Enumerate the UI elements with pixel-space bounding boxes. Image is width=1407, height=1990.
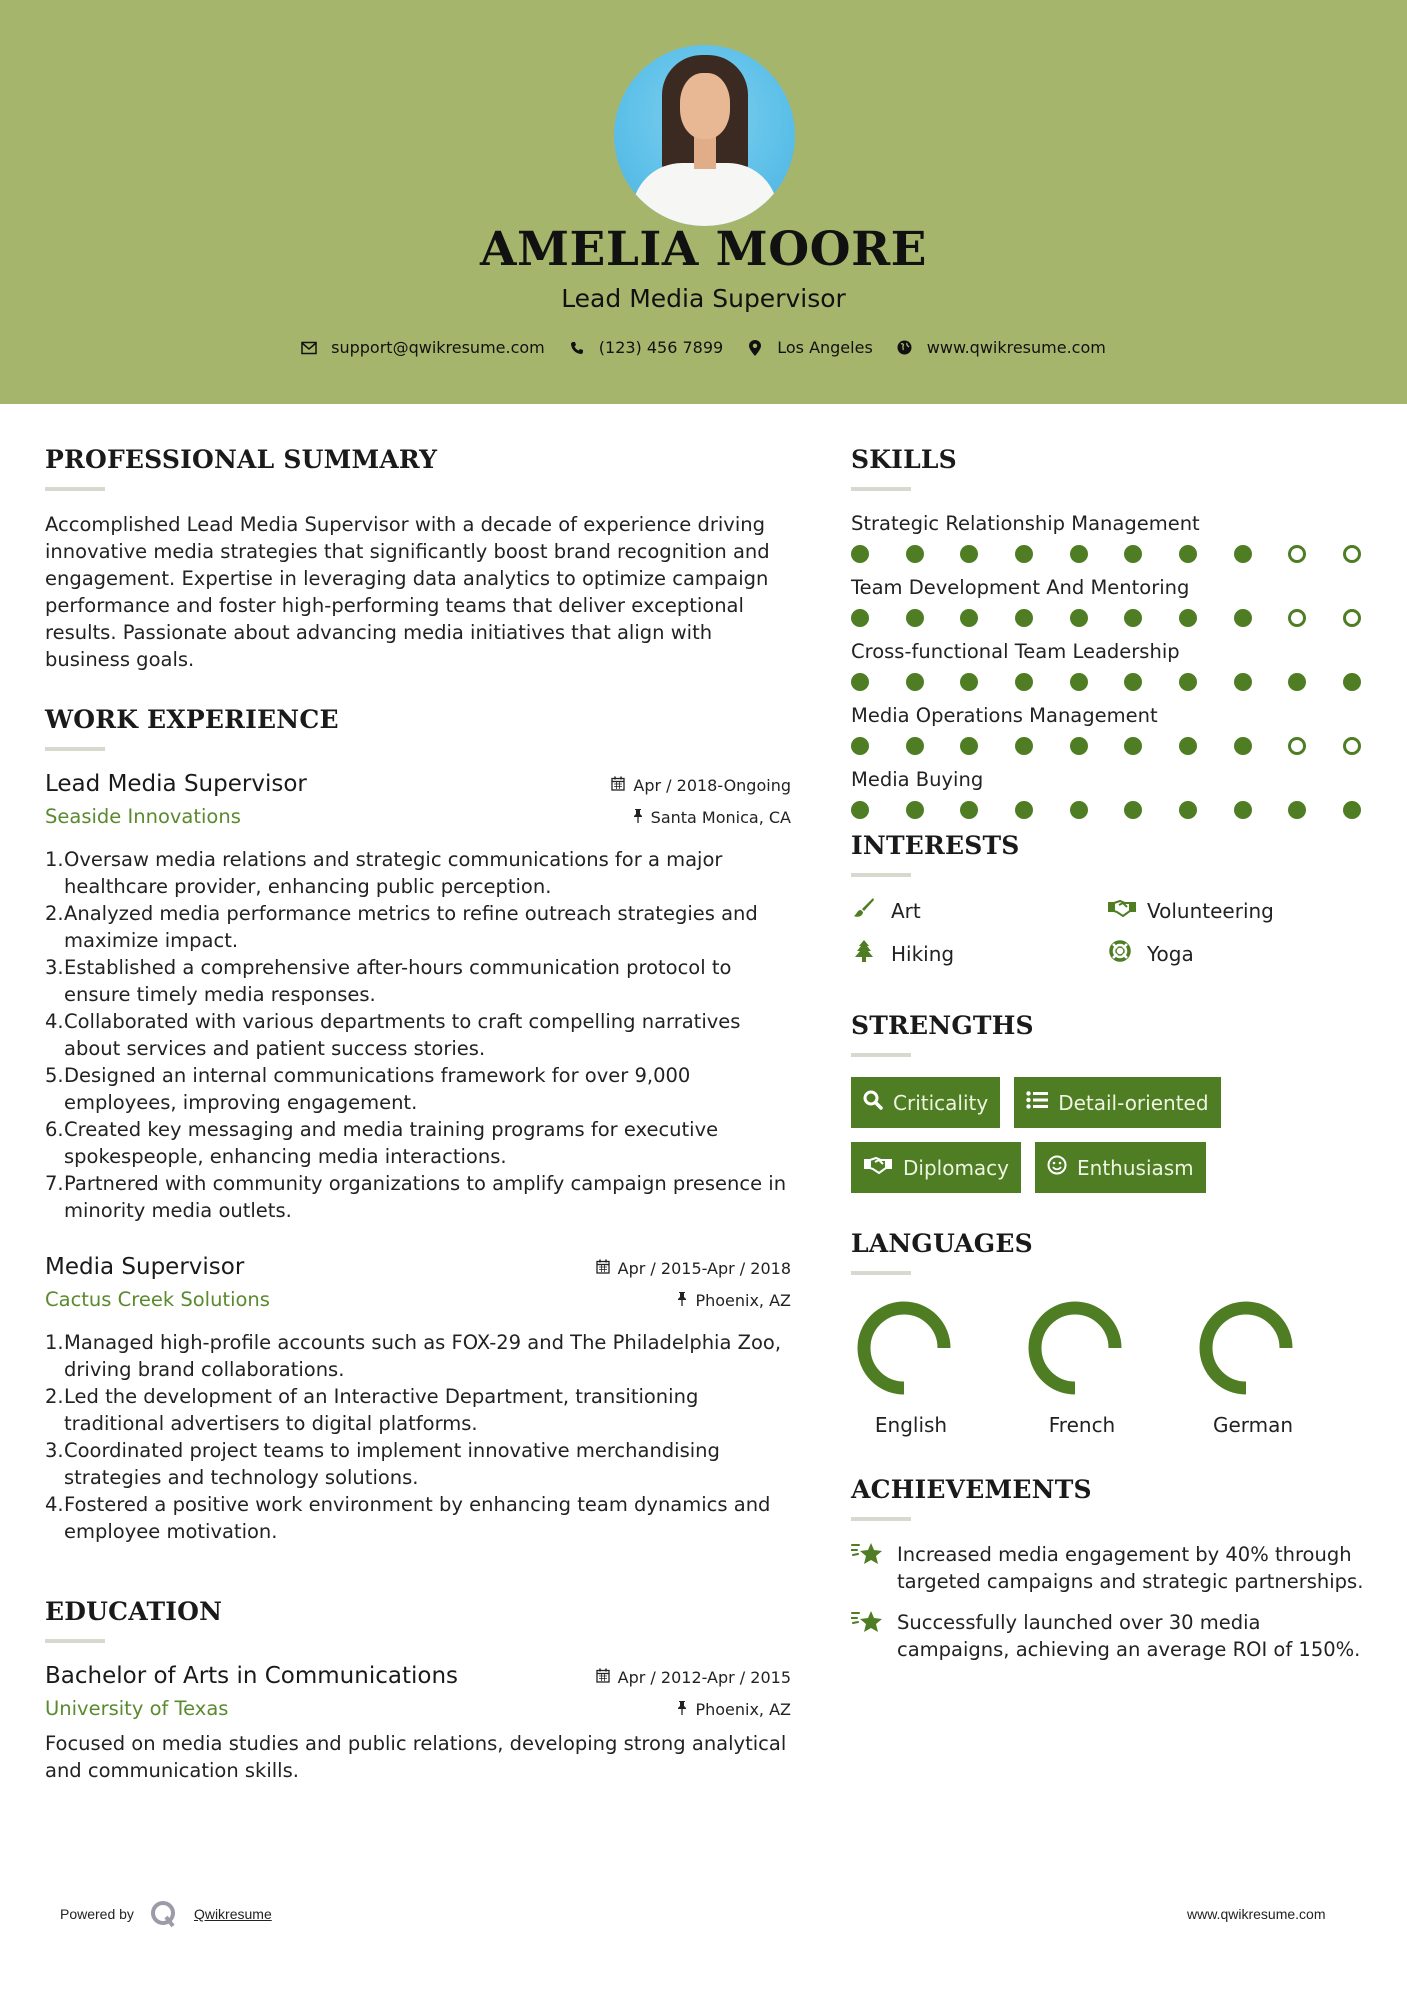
rating-dot-filled <box>1234 609 1252 627</box>
job-entry <box>45 771 791 1224</box>
rating-dot-filled <box>851 609 869 627</box>
skill-item <box>851 575 1371 627</box>
skill-name: Team Development And Mentoring <box>851 576 1190 599</box>
language-french: French <box>1022 1295 1193 1437</box>
language-progress-ring <box>1199 1295 1299 1395</box>
rating-dot-empty <box>1343 737 1361 755</box>
candidate-role: Lead Media Supervisor <box>561 284 846 313</box>
rating-dot-filled <box>960 609 978 627</box>
section-divider <box>45 1639 105 1643</box>
skill-rating <box>851 609 1361 627</box>
rating-dot-filled <box>1070 737 1088 755</box>
rating-dot-filled <box>1070 545 1088 563</box>
rating-dot-filled <box>851 801 869 819</box>
company-name: Cactus Creek Solutions <box>45 1288 270 1311</box>
achievement-item: Increased media engagement by 40% through targeted campaigns and strategic partnerships. <box>851 1541 1371 1595</box>
rating-dot-filled <box>906 545 924 563</box>
rating-dot-empty <box>1343 609 1361 627</box>
rating-dot-filled <box>1179 801 1197 819</box>
rating-dot-empty <box>1343 545 1361 563</box>
rating-dot-filled <box>1234 737 1252 755</box>
school-name: University of Texas <box>45 1697 229 1720</box>
job-date: Apr / 2015-Apr / 2018 <box>596 1259 791 1278</box>
section-title: LANGUAGES <box>851 1229 1033 1258</box>
rating-dot-filled <box>960 801 978 819</box>
handshake-icon <box>863 1155 893 1180</box>
rating-dot-filled <box>1015 737 1033 755</box>
job-location: Phoenix, AZ <box>677 1291 791 1310</box>
pushpin-icon <box>633 808 643 827</box>
professional-summary-section <box>45 445 791 673</box>
section-divider <box>851 873 911 877</box>
globe-icon <box>897 340 913 356</box>
rating-dot-filled <box>1234 673 1252 691</box>
language-english: English <box>851 1295 1022 1437</box>
rating-dot-filled <box>1343 801 1361 819</box>
section-title: PROFESSIONAL SUMMARY <box>45 445 438 474</box>
tree-icon <box>851 940 877 967</box>
bullet-item: 3. Established a comprehensive after-hours communication protocol to ensure timely media responses. <box>45 956 732 1006</box>
contact-email[interactable]: support@qwikresume.com <box>301 338 545 357</box>
section-divider <box>851 487 911 491</box>
strengths-section <box>851 1011 1371 1193</box>
job-bullets <box>45 1329 791 1545</box>
job-location: Santa Monica, CA <box>633 808 791 827</box>
right-column <box>851 445 1371 1677</box>
language-progress-ring <box>1028 1295 1128 1395</box>
resume-header <box>0 0 1407 404</box>
summary-text: Accomplished Lead Media Supervisor with a decade of experience driving innovative media strategies that significantly boost brand recognition and engagement. Expertise in leveraging data analytics to optimize campaign performance and foster high-performing teams that deliver exceptional results. Passionate about advancing media initiatives that align with business goals. <box>45 513 770 671</box>
rating-dot-filled <box>1124 545 1142 563</box>
contact-bar <box>0 338 1407 357</box>
map-pin-icon <box>747 340 763 356</box>
degree: Bachelor of Arts in Communications <box>45 1663 459 1689</box>
language-german: German <box>1193 1295 1364 1437</box>
bullet-item: 4. Fostered a positive work environment by enhancing team dynamics and employee motivation. <box>45 1493 771 1543</box>
candidate-name: AMELIA MOORE <box>480 222 927 277</box>
rating-dot-filled <box>851 545 869 563</box>
job-bullets <box>45 846 791 1224</box>
rating-dot-filled <box>1343 673 1361 691</box>
rating-dot-filled <box>1288 801 1306 819</box>
rating-dot-filled <box>1179 673 1197 691</box>
paintbrush-icon <box>851 897 877 924</box>
rating-dot-filled <box>906 801 924 819</box>
rating-dot-filled <box>1124 801 1142 819</box>
bullet-item: 4. Collaborated with various departments to craft compelling narratives about services and patient success stories. <box>45 1010 741 1060</box>
rating-dot-filled <box>1179 545 1197 563</box>
footer-website[interactable]: www.qwikresume.com <box>1187 1906 1326 1922</box>
skill-rating <box>851 545 1361 563</box>
education-description: Focused on media studies and public relations, developing strong analytical and communication skills. <box>45 1732 787 1782</box>
qwikresume-logo-icon <box>150 1900 178 1928</box>
skill-rating <box>851 673 1361 691</box>
skill-name: Strategic Relationship Management <box>851 512 1200 535</box>
contact-website[interactable]: www.qwikresume.com <box>897 338 1106 357</box>
skill-name: Media Buying <box>851 768 984 791</box>
rating-dot-empty <box>1288 545 1306 563</box>
bullet-item: 3. Coordinated project teams to implement innovative merchandising strategies and technology solutions. <box>45 1439 720 1489</box>
rating-dot-filled <box>960 737 978 755</box>
rating-dot-filled <box>1288 673 1306 691</box>
calendar-icon <box>611 776 625 795</box>
achievements-section <box>851 1475 1371 1663</box>
rating-dot-filled <box>851 673 869 691</box>
rating-dot-empty <box>1288 609 1306 627</box>
interest-yoga: Yoga <box>1107 940 1363 967</box>
interest-hiking: Hiking <box>851 940 1107 967</box>
section-title: EDUCATION <box>45 1597 223 1626</box>
contact-phone[interactable]: (123) 456 7899 <box>569 338 723 357</box>
envelope-icon <box>301 340 317 356</box>
strength-diplomacy: Diplomacy <box>851 1142 1021 1193</box>
bullet-item: 1. Oversaw media relations and strategic communications for a major healthcare provider, enhancing public perception. <box>45 848 723 898</box>
section-title: WORK EXPERIENCE <box>45 705 339 734</box>
rating-dot-filled <box>1234 545 1252 563</box>
bullet-item: 2. Analyzed media performance metrics to refine outreach strategies and maximize impact. <box>45 902 758 952</box>
skill-item <box>851 767 1371 819</box>
job-title: Media Supervisor <box>45 1254 245 1280</box>
rating-dot-empty <box>1288 737 1306 755</box>
section-divider <box>45 487 105 491</box>
education-section <box>45 1597 791 1784</box>
education-date: Apr / 2012-Apr / 2015 <box>596 1668 791 1687</box>
rating-dot-filled <box>1015 801 1033 819</box>
interests-section <box>851 831 1371 967</box>
section-title: ACHIEVEMENTS <box>851 1475 1092 1504</box>
pushpin-icon <box>677 1700 687 1719</box>
company-name: Seaside Innovations <box>45 805 241 828</box>
section-divider <box>851 1271 911 1275</box>
skills-section <box>851 445 1371 819</box>
section-title: INTERESTS <box>851 831 1020 860</box>
handshake-icon <box>1107 898 1133 923</box>
skill-item <box>851 511 1371 563</box>
rating-dot-filled <box>1070 673 1088 691</box>
job-title: Lead Media Supervisor <box>45 771 307 797</box>
calendar-icon <box>596 1259 610 1278</box>
skill-item <box>851 703 1371 755</box>
calendar-icon <box>596 1668 610 1687</box>
achievement-item: Successfully launched over 30 media campaigns, achieving an average ROI of 150%. <box>851 1609 1371 1663</box>
interest-volunteering: Volunteering <box>1107 897 1363 924</box>
search-icon <box>863 1090 883 1115</box>
section-divider <box>851 1517 911 1521</box>
shooting-star-icon <box>851 1541 885 1595</box>
strength-detail-oriented: Detail-oriented <box>1014 1077 1220 1128</box>
bullet-item: 6. Created key messaging and media training programs for executive spokespeople, enhancing media interactions. <box>45 1118 719 1168</box>
phone-icon <box>569 340 585 356</box>
life-ring-icon <box>1107 940 1133 967</box>
rating-dot-filled <box>906 673 924 691</box>
education-location: Phoenix, AZ <box>677 1700 791 1719</box>
skill-item <box>851 639 1371 691</box>
rating-dot-filled <box>1234 801 1252 819</box>
strength-enthusiasm: Enthusiasm <box>1035 1142 1206 1193</box>
skill-rating <box>851 801 1361 819</box>
job-date: Apr / 2018-Ongoing <box>611 776 791 795</box>
shooting-star-icon <box>851 1609 885 1663</box>
rating-dot-filled <box>1015 609 1033 627</box>
work-experience-section <box>45 705 791 1545</box>
rating-dot-filled <box>1015 545 1033 563</box>
list-icon <box>1026 1091 1048 1114</box>
bullet-item: 1. Managed high-profile accounts such as FOX-29 and The Philadelphia Zoo, driving brand collaborations. <box>45 1331 782 1381</box>
rating-dot-filled <box>1015 673 1033 691</box>
rating-dot-filled <box>960 545 978 563</box>
rating-dot-filled <box>1179 737 1197 755</box>
rating-dot-filled <box>851 737 869 755</box>
education-entry <box>45 1663 791 1784</box>
contact-location: Los Angeles <box>747 338 873 357</box>
left-column <box>45 445 791 1784</box>
section-divider <box>45 747 105 751</box>
section-divider <box>851 1053 911 1057</box>
rating-dot-filled <box>960 673 978 691</box>
bullet-item: 2. Led the development of an Interactive Department, transitioning traditional advertisers to digital platforms. <box>45 1385 699 1435</box>
job-entry <box>45 1254 791 1545</box>
rating-dot-filled <box>1124 673 1142 691</box>
qwikresume-link[interactable]: Qwikresume <box>193 1906 272 1922</box>
rating-dot-filled <box>906 609 924 627</box>
skill-rating <box>851 737 1361 755</box>
skill-name: Media Operations Management <box>851 704 1158 727</box>
smile-icon <box>1047 1155 1067 1180</box>
rating-dot-filled <box>1124 609 1142 627</box>
profile-photo <box>614 45 795 226</box>
strength-criticality: Criticality <box>851 1077 1000 1128</box>
pushpin-icon <box>677 1291 687 1310</box>
rating-dot-filled <box>906 737 924 755</box>
section-title: STRENGTHS <box>851 1011 1034 1040</box>
footer-powered-by: Powered by Qwikresume <box>60 1900 272 1928</box>
skill-name: Cross-functional Team Leadership <box>851 640 1180 663</box>
interest-art: Art <box>851 897 1107 924</box>
section-title: SKILLS <box>851 445 957 474</box>
rating-dot-filled <box>1179 609 1197 627</box>
rating-dot-filled <box>1070 609 1088 627</box>
rating-dot-filled <box>1124 737 1142 755</box>
rating-dot-filled <box>1070 801 1088 819</box>
languages-section <box>851 1229 1371 1437</box>
language-progress-ring <box>857 1295 957 1395</box>
bullet-item: 7. Partnered with community organizations to amplify campaign presence in minority media outlets. <box>45 1172 787 1222</box>
bullet-item: 5. Designed an internal communications framework for over 9,000 employees, improving engagement. <box>45 1064 691 1114</box>
